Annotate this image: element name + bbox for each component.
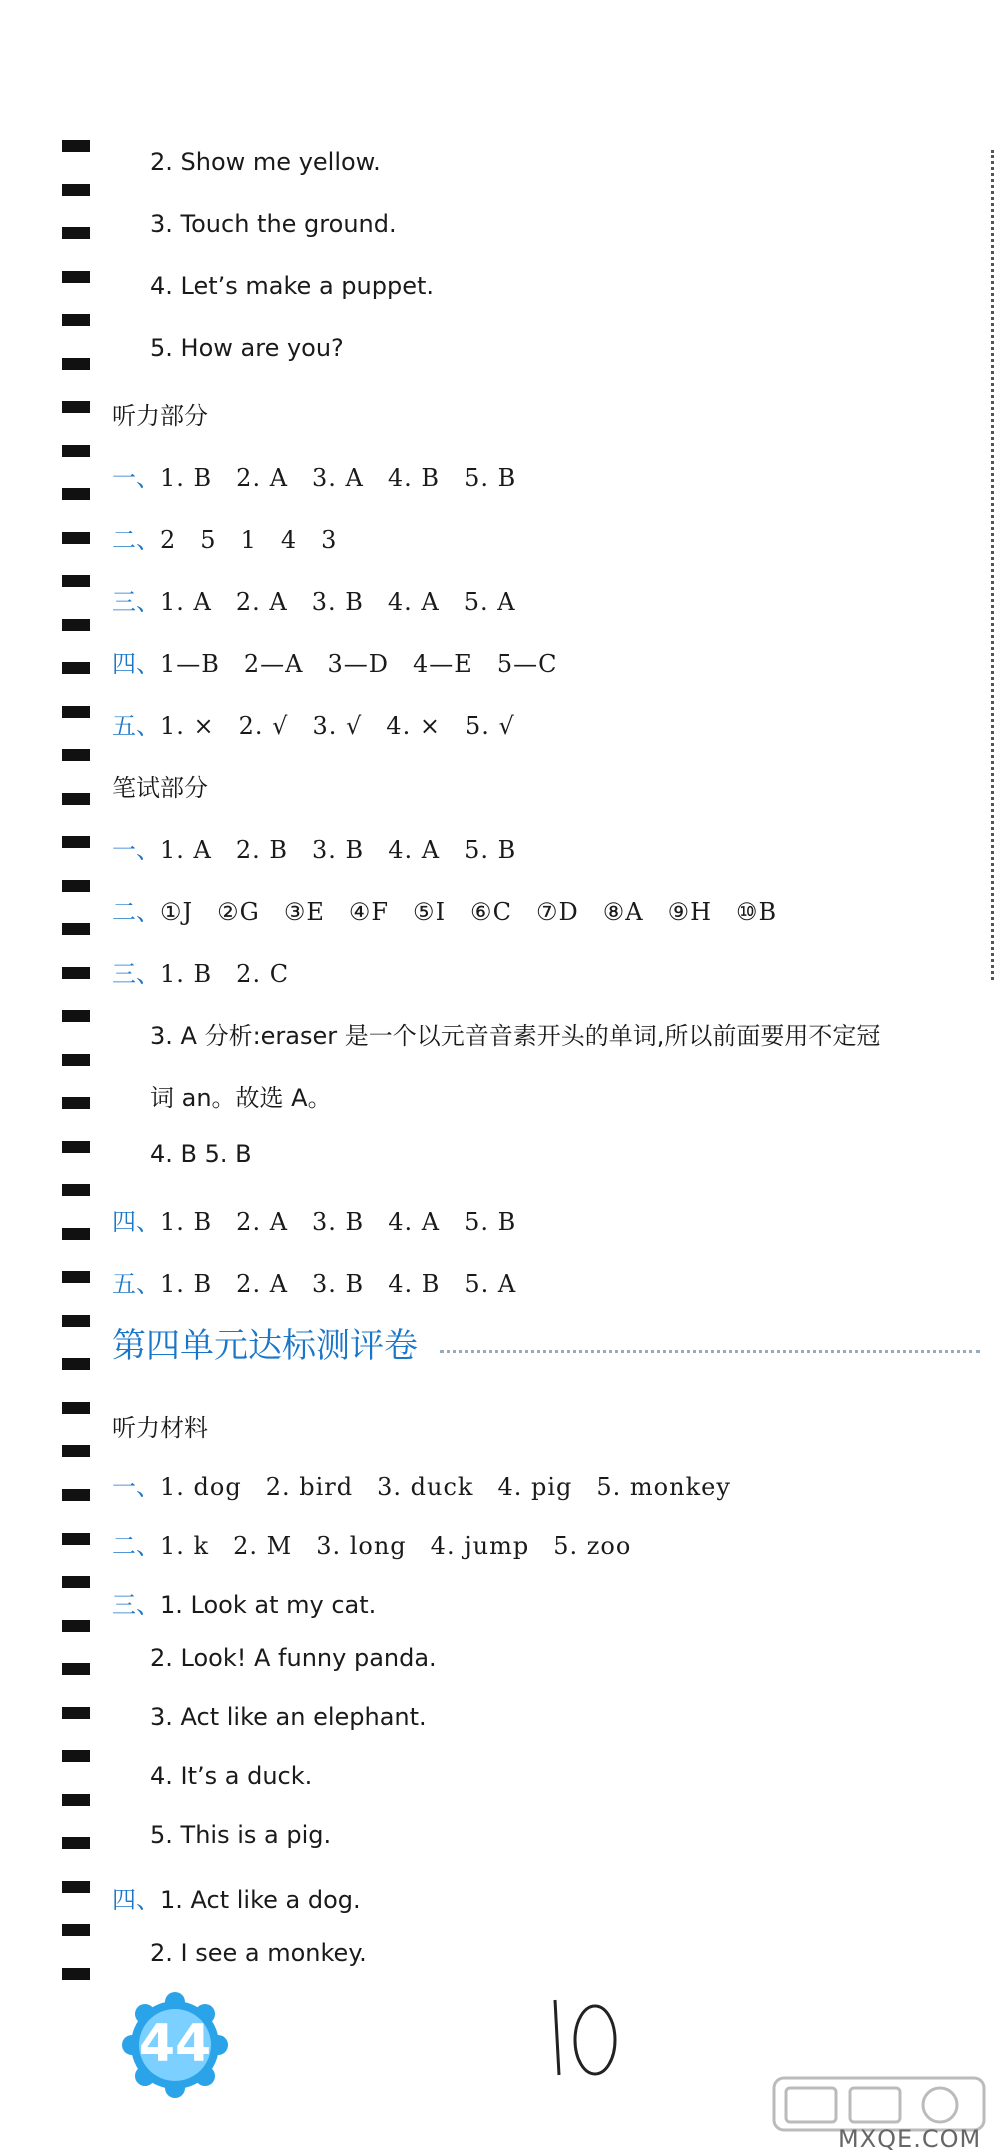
answer-line — [112, 1526, 655, 1561]
binding-mark — [62, 1620, 90, 1632]
binding-mark — [62, 140, 90, 152]
binding-mark — [62, 488, 90, 500]
answer-item: 1. B — [160, 960, 213, 988]
answer-item: 3. duck — [377, 1473, 474, 1501]
question-number: 二、 — [112, 526, 160, 554]
binding-mark — [62, 1837, 90, 1849]
question-number: 三、 — [112, 588, 160, 616]
answer-line — [150, 272, 434, 300]
answer-item: 2. √ — [238, 712, 289, 740]
answer-item: 3—D — [327, 650, 390, 678]
answer-item: 4. A — [388, 1208, 441, 1236]
binding-mark — [62, 1097, 90, 1109]
answer-item: 4. × — [386, 712, 441, 740]
binding-mark — [62, 1184, 90, 1196]
answer-line — [112, 458, 540, 493]
answer-line — [112, 1264, 540, 1299]
answer-line — [150, 1078, 332, 1113]
answer-item: 4. A — [387, 588, 440, 616]
question-number: 一、 — [112, 836, 160, 864]
question-number: 二、 — [112, 1532, 160, 1560]
answer-text: 5. This is a pig. — [150, 1821, 332, 1849]
binding-mark — [62, 1315, 90, 1327]
binding-mark — [62, 619, 90, 631]
binding-mark — [62, 836, 90, 848]
binding-stripe — [62, 140, 90, 1980]
answer-item: ③E — [283, 898, 325, 926]
binding-mark — [62, 1054, 90, 1066]
binding-mark — [62, 1141, 90, 1153]
answer-item: 1. A — [160, 836, 212, 864]
answer-line — [112, 830, 540, 865]
question-number: 二、 — [112, 898, 160, 926]
answer-text: 3. Act like an elephant. — [150, 1703, 427, 1731]
watermark-domain: MXQE.COM — [838, 2125, 982, 2153]
binding-mark — [62, 1707, 90, 1719]
page-number-badge — [120, 1990, 230, 2100]
question-number: 五、 — [112, 712, 160, 740]
binding-mark — [62, 271, 90, 283]
binding-mark — [62, 401, 90, 413]
binding-mark — [62, 706, 90, 718]
answer-item: 1. × — [160, 712, 215, 740]
answer-item: 4. B — [388, 1270, 441, 1298]
answer-item: 3. long — [316, 1532, 407, 1560]
question-number: 四、 — [112, 1886, 160, 1914]
answer-line — [112, 520, 361, 555]
answer-line — [112, 582, 540, 617]
answer-item: 5—C — [496, 650, 558, 678]
answer-item: 2. A — [236, 464, 289, 492]
answer-item: 2. bird — [265, 1473, 354, 1501]
answer-line — [150, 210, 397, 238]
question-number: 四、 — [112, 1208, 160, 1236]
answer-line — [112, 1202, 540, 1237]
answer-item: 3 — [321, 526, 338, 554]
binding-mark — [62, 1881, 90, 1893]
question-number: 五、 — [112, 1270, 160, 1298]
answer-line — [150, 1703, 427, 1731]
binding-mark — [62, 227, 90, 239]
answer-item: 2. A — [235, 588, 288, 616]
binding-mark — [62, 1010, 90, 1022]
answer-item: 5. A — [464, 1270, 517, 1298]
page-number: 44 — [138, 2014, 212, 2074]
answer-line — [112, 644, 581, 679]
binding-mark — [62, 1750, 90, 1762]
answer-item: 3. B — [312, 1270, 365, 1298]
answer-line — [112, 1585, 376, 1620]
answer-item: 3. A — [312, 464, 364, 492]
answer-item: 4. B — [387, 464, 441, 492]
answer-item: 3. B — [312, 836, 365, 864]
cut-line — [991, 150, 994, 980]
binding-mark — [62, 1533, 90, 1545]
binding-mark — [62, 1358, 90, 1370]
answer-line — [112, 892, 801, 927]
binding-mark — [62, 1489, 90, 1501]
answer-item: 2 — [160, 526, 177, 554]
answer-line — [150, 1140, 252, 1168]
binding-mark — [62, 967, 90, 979]
answer-text: 4. B 5. B — [150, 1140, 252, 1168]
answer-item: 3. B — [311, 588, 364, 616]
section-heading: 听力材料 — [112, 1414, 208, 1442]
answer-item: ⑨H — [667, 898, 713, 926]
answer-item: ⑤I — [413, 898, 447, 926]
answer-line — [150, 1939, 367, 1967]
answer-line — [150, 1762, 312, 1790]
answer-text: 1. Look at my cat. — [160, 1591, 377, 1619]
answer-item: 2. A — [236, 1208, 289, 1236]
answer-item: ④F — [348, 898, 390, 926]
answer-item: 4—E — [413, 650, 473, 678]
question-number: 三、 — [112, 960, 160, 988]
binding-mark — [62, 880, 90, 892]
answer-item: 1 — [240, 526, 257, 554]
binding-mark — [62, 184, 90, 196]
answer-item: ⑦D — [535, 898, 579, 926]
answer-item: 1—B — [160, 650, 220, 678]
answer-text: 2. Show me yellow. — [150, 148, 381, 176]
answer-line — [150, 1821, 331, 1849]
question-number: 四、 — [112, 650, 160, 678]
binding-mark — [62, 1794, 90, 1806]
answer-item: 5. B — [464, 464, 517, 492]
unit-title: 第四单元达标测评卷 — [112, 1326, 418, 1366]
handwritten-mark — [545, 1980, 625, 2090]
answer-item: 4. jump — [430, 1532, 530, 1560]
binding-mark — [62, 1663, 90, 1675]
answer-item: 4. A — [388, 836, 441, 864]
binding-mark — [62, 532, 90, 544]
answer-item: 1. k — [160, 1532, 210, 1560]
answer-line — [150, 148, 381, 176]
answer-line — [112, 954, 313, 989]
answer-line — [150, 1644, 437, 1672]
answer-line — [112, 1467, 755, 1502]
answer-item: 3. √ — [312, 712, 363, 740]
answer-item: 5. √ — [464, 712, 515, 740]
answer-text: 词 an。故选 A。 — [150, 1084, 332, 1112]
binding-mark — [62, 1271, 90, 1283]
binding-mark — [62, 749, 90, 761]
answer-item: ⑥C — [470, 898, 512, 926]
answer-item: 4. pig — [497, 1473, 573, 1501]
answer-item: 2—A — [243, 650, 304, 678]
unit-title-rule — [440, 1350, 980, 1353]
answer-item: ①J — [160, 898, 194, 926]
binding-mark — [62, 1402, 90, 1414]
binding-mark — [62, 575, 90, 587]
answer-item: 3. B — [312, 1208, 365, 1236]
binding-mark — [62, 445, 90, 457]
binding-mark — [62, 662, 90, 674]
answer-text: 1. Act like a dog. — [160, 1886, 361, 1914]
answer-text: 3. Touch the ground. — [150, 210, 397, 238]
answer-line — [150, 334, 344, 362]
answer-line — [112, 706, 539, 741]
binding-mark — [62, 314, 90, 326]
answer-line — [112, 1880, 361, 1915]
answer-item: 5. zoo — [553, 1532, 632, 1560]
answer-item: 1. B — [160, 1208, 213, 1236]
answer-item: 5. B — [464, 836, 517, 864]
answer-text: 5. How are you? — [150, 334, 344, 362]
answer-item: ⑧A — [602, 898, 644, 926]
answer-item: 4 — [280, 526, 298, 554]
answer-text: 3. A 分析:eraser 是一个以元音音素开头的单词,所以前面要用不定冠 — [150, 1022, 881, 1050]
answer-line — [150, 1016, 880, 1051]
answer-item: 5. A — [463, 588, 516, 616]
question-number: 一、 — [112, 1473, 160, 1501]
answer-item: 5 — [200, 526, 217, 554]
binding-mark — [62, 923, 90, 935]
answer-item: 2. C — [236, 960, 290, 988]
answer-item: 1. B — [160, 1270, 213, 1298]
binding-mark — [62, 1228, 90, 1240]
question-number: 一、 — [112, 464, 160, 492]
binding-mark — [62, 793, 90, 805]
answer-item: ②G — [217, 898, 260, 926]
answer-item: 5. monkey — [596, 1473, 731, 1501]
binding-mark — [62, 1445, 90, 1457]
section-heading: 听力部分 — [112, 402, 208, 430]
binding-mark — [62, 1968, 90, 1980]
answer-item: 5. B — [464, 1208, 517, 1236]
answer-item: 2. A — [236, 1270, 289, 1298]
answer-text: 4. It’s a duck. — [150, 1762, 313, 1790]
answer-text: 2. Look! A funny panda. — [150, 1644, 437, 1672]
binding-mark — [62, 358, 90, 370]
answer-text: 2. I see a monkey. — [150, 1939, 367, 1967]
answer-item: 1. dog — [160, 1473, 242, 1501]
answer-item: 2. M — [233, 1532, 293, 1560]
binding-mark — [62, 1924, 90, 1936]
question-number: 三、 — [112, 1591, 160, 1619]
answer-text: 4. Let’s make a puppet. — [150, 272, 434, 300]
answer-item: 1. A — [160, 588, 212, 616]
answer-item: ⑩B — [736, 898, 778, 926]
section-heading: 笔试部分 — [112, 774, 208, 802]
answer-item: 1. B — [160, 464, 213, 492]
binding-mark — [62, 1576, 90, 1588]
answer-item: 2. B — [235, 836, 289, 864]
